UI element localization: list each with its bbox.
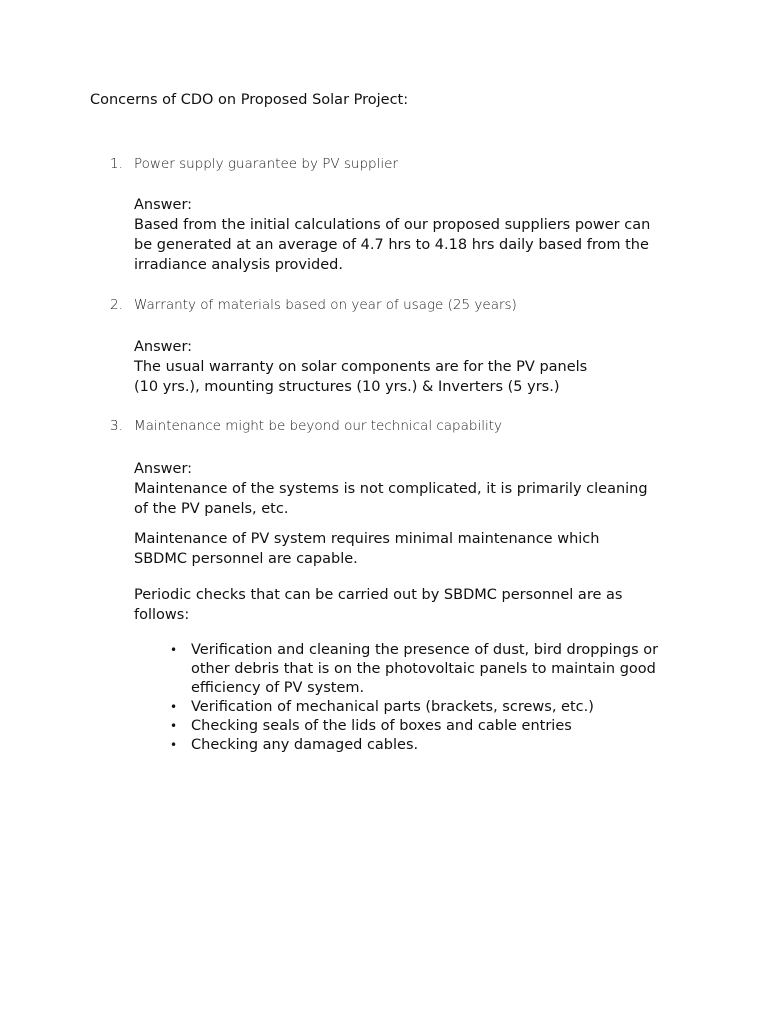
list-item <box>170 717 690 736</box>
document-title: Concerns of CDO on Proposed Solar Project: <box>90 92 409 108</box>
question-1-text: Power supply guarantee by PV supplier <box>134 156 398 172</box>
bullet-icon: • <box>170 738 178 752</box>
question-3-number: 3. <box>110 418 123 434</box>
question-1 <box>110 156 398 172</box>
answer-2-line-1: The usual warranty on solar components are for the PV panels <box>134 359 588 375</box>
answer-2 <box>134 337 694 397</box>
answer-1-label: Answer: <box>134 197 193 213</box>
question-3 <box>110 418 502 434</box>
answer-2-line-2: (10 yrs.), mounting structures (10 yrs.) & Inverters (5 yrs.) <box>134 379 560 395</box>
answer-1-line-2: be generated at an average of 4.7 hrs to 4.18 hrs daily based from the <box>134 237 649 253</box>
list-item-line: efficiency of PV system. <box>191 680 365 696</box>
answer-1-line-1: Based from the initial calculations of our proposed suppliers power can <box>134 217 651 233</box>
answer-3-line-2: of the PV panels, etc. <box>134 501 289 517</box>
question-2-text: Warranty of materials based on year of usage (25 years) <box>134 297 517 313</box>
answer-3-line-1: Maintenance of the systems is not complicated, it is primarily cleaning <box>134 481 648 497</box>
question-2 <box>110 297 517 313</box>
list-item-line: Verification and cleaning the presence of dust, bird droppings or <box>191 642 659 658</box>
list-item-line: Checking any damaged cables. <box>191 737 419 753</box>
list-item <box>170 698 690 717</box>
answer-3 <box>134 459 694 519</box>
list-item <box>170 736 690 755</box>
answer-1 <box>134 195 694 275</box>
list-item-line: Checking seals of the lids of boxes and cable entries <box>191 718 572 734</box>
list-item-line: other debris that is on the photovoltaic panels to maintain good <box>191 661 656 677</box>
list-item-line: Verification of mechanical parts (brackets, screws, etc.) <box>191 699 594 715</box>
question-3-text: Maintenance might be beyond our technical capability <box>134 418 503 434</box>
answer-3-label: Answer: <box>134 461 193 477</box>
bullet-icon: • <box>170 700 178 714</box>
answer-3-paragraph-3-line-1: Periodic checks that can be carried out by SBDMC personnel are as <box>134 587 623 603</box>
answer-3-paragraph-2-line-2: SBDMC personnel are capable. <box>134 551 358 567</box>
question-1-number: 1. <box>110 156 123 172</box>
answer-1-line-3: irradiance analysis provided. <box>134 257 343 273</box>
answer-3-paragraph-2-line-1: Maintenance of PV system requires minimal maintenance which <box>134 531 600 547</box>
bullet-icon: • <box>170 719 178 733</box>
question-2-number: 2. <box>110 297 123 313</box>
answer-3-paragraph-2 <box>134 529 694 569</box>
answer-2-label: Answer: <box>134 339 193 355</box>
answer-3-paragraph-3-line-2: follows: <box>134 607 190 623</box>
bullet-icon: • <box>170 643 178 657</box>
list-item <box>170 641 690 698</box>
answer-3-paragraph-3 <box>134 585 694 625</box>
periodic-checks-list <box>170 641 690 755</box>
